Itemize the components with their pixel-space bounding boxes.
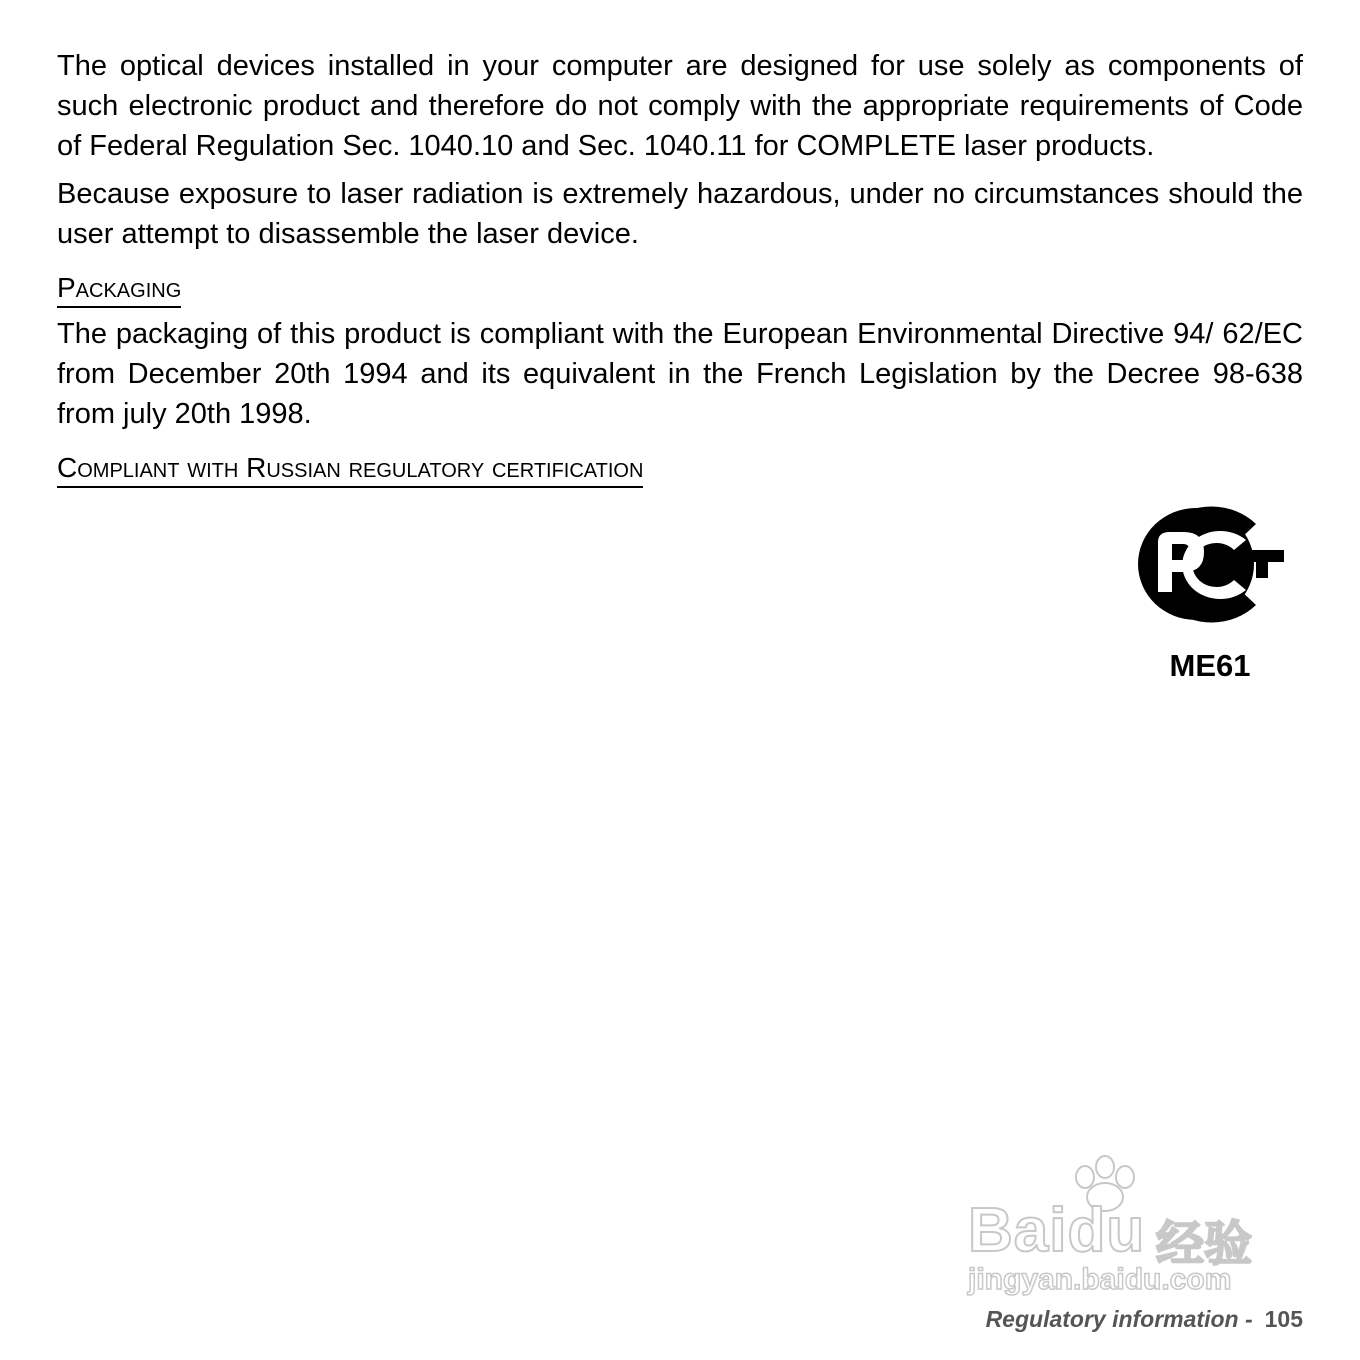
watermark-brand: Baidu — [968, 1196, 1146, 1265]
russian-certification-heading: Compliant with Russian regulatory certification — [57, 452, 643, 488]
packaging-heading: Packaging — [57, 272, 181, 308]
watermark-cn: 经验 — [1156, 1218, 1253, 1271]
laser-paragraph-1: The optical devices installed in your computer are designed for use solely as components of such electronic product and therefore do not comply with the appropriate requirements of Code of Federal Regulation Sec. 1040.10 and Sec. 1040.11 for COMPLETE laser products. — [57, 50, 1303, 162]
document-body — [57, 46, 1303, 494]
page-footer — [986, 1306, 1303, 1333]
watermark-url: jingyan.baidu.com — [968, 1263, 1232, 1296]
footer-section: Regulatory information - — [985, 1306, 1253, 1332]
laser-paragraph-2: Because exposure to laser radiation is extremely hazardous, under no circumstances should the user attempt to disassemble the laser device. — [57, 178, 1303, 250]
certification-code: ME61 — [1169, 648, 1251, 683]
packaging-paragraph: The packaging of this product is compliant with the European Environmental Directive 94/ 62/EC from December 20th 1994 and its equivalent in the French Legislation by the Decree 98-638 from july 20th 1998. — [57, 318, 1303, 430]
pct-certification-logo-icon — [1128, 502, 1286, 627]
page-number: 105 — [1264, 1306, 1303, 1332]
baidu-watermark — [958, 1155, 1288, 1305]
